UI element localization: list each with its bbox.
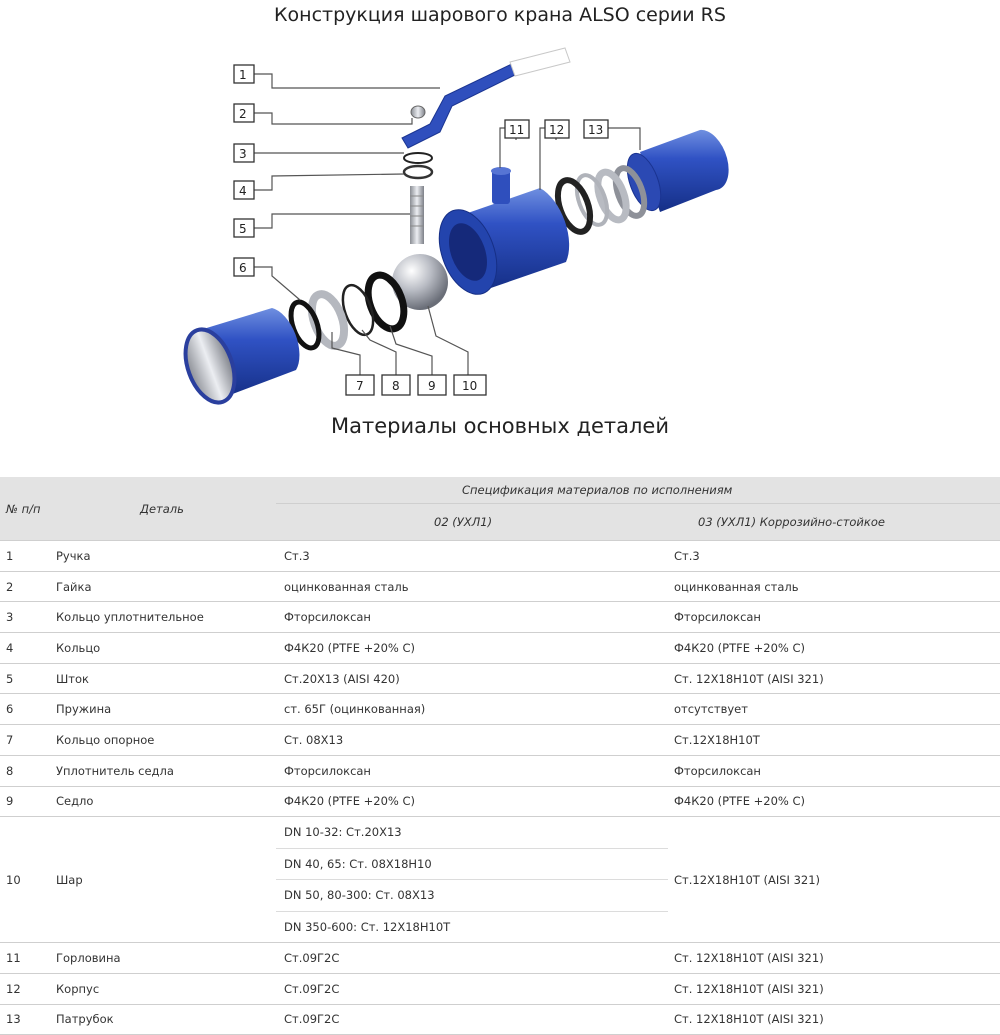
row-part: Шар	[50, 817, 276, 943]
callout-4	[234, 181, 254, 199]
row-num: 13	[0, 1004, 50, 1035]
right-pipe	[621, 130, 729, 215]
callout-8	[382, 375, 410, 395]
row-part: Кольцо уплотнительное	[50, 602, 276, 633]
row-v2: Ст.12Х18Н10Т	[668, 725, 1000, 756]
row-part: Пружина	[50, 694, 276, 725]
row-v2: Фторсилоксан	[668, 755, 1000, 786]
table-row	[0, 943, 1000, 974]
svg-text:13: 13	[588, 123, 604, 137]
row-part: Ручка	[50, 541, 276, 572]
row-v1: Ст.20Х13 (AISI 420)	[276, 663, 668, 694]
callout-10	[454, 375, 486, 395]
row-part: Патрубок	[50, 1004, 276, 1035]
callout-1	[234, 65, 254, 83]
ball-spec-line: DN 350-600: Ст. 12Х18Н10Т	[276, 911, 668, 943]
table-row	[0, 786, 1000, 817]
row-v1: Ф4К20 (PTFE +20% C)	[276, 786, 668, 817]
materials-table	[0, 477, 1000, 1035]
table-row	[0, 633, 1000, 664]
callout-12	[545, 120, 569, 138]
table-row	[0, 571, 1000, 602]
row-v1: ст. 65Г (оцинкованная)	[276, 694, 668, 725]
row-v2: Ф4К20 (PTFE +20% C)	[668, 633, 1000, 664]
row-num: 10	[0, 817, 50, 943]
row-v1: Фторсилоксан	[276, 602, 668, 633]
row-num: 12	[0, 973, 50, 1004]
row-part: Гайка	[50, 571, 276, 602]
row-part: Шток	[50, 663, 276, 694]
row-v1: Ст. 08Х13	[276, 725, 668, 756]
table-row	[0, 602, 1000, 633]
row-v1: Ст.09Г2С	[276, 1004, 668, 1035]
materials-title: Материалы основных деталей	[331, 414, 669, 438]
row-v2: Ст. 12Х18Н10Т (AISI 321)	[668, 1004, 1000, 1035]
row-num: 1	[0, 541, 50, 572]
row-num: 3	[0, 602, 50, 633]
svg-text:4: 4	[239, 184, 247, 198]
row-v2: Фторсилоксан	[668, 602, 1000, 633]
header-variant-03: 03 (УХЛ1) Коррозийно-стойкое	[668, 504, 1000, 541]
row-part: Кольцо опорное	[50, 725, 276, 756]
table-row	[0, 725, 1000, 756]
row-v1: Ф4К20 (PTFE +20% C)	[276, 633, 668, 664]
table-header-row	[0, 477, 1000, 504]
row-v1: Ст.09Г2С	[276, 973, 668, 1004]
row-part: Уплотнитель седла	[50, 755, 276, 786]
callout-11	[505, 120, 529, 138]
right-seal-rings	[552, 164, 650, 236]
valve-body	[429, 167, 570, 302]
callout-3	[234, 144, 254, 162]
row-v1: Ст.3	[276, 541, 668, 572]
row-v2: отсутствует	[668, 694, 1000, 725]
row-part: Корпус	[50, 973, 276, 1004]
table-row	[0, 694, 1000, 725]
header-part: Деталь	[50, 477, 276, 541]
left-pipe	[176, 308, 299, 409]
svg-text:8: 8	[392, 379, 400, 393]
header-spec: Спецификация материалов по исполнениям	[276, 477, 1000, 504]
row-num: 9	[0, 786, 50, 817]
svg-text:1: 1	[239, 68, 247, 82]
seal-ring-3	[404, 153, 432, 163]
svg-text:7: 7	[356, 379, 364, 393]
svg-text:10: 10	[462, 379, 478, 393]
table-row-ball	[0, 817, 1000, 849]
svg-text:12: 12	[549, 123, 565, 137]
left-seal-rings	[286, 270, 411, 351]
svg-text:5: 5	[239, 222, 247, 236]
row-v2: Ст.12Х18Н10Т (AISI 321)	[668, 817, 1000, 943]
row-num: 4	[0, 633, 50, 664]
table-row	[0, 541, 1000, 572]
table-row	[0, 755, 1000, 786]
callout-6	[234, 258, 254, 276]
callout-9	[418, 375, 446, 395]
row-v2: Ст. 12Х18Н10Т (AISI 321)	[668, 973, 1000, 1004]
row-v2: оцинкованная сталь	[668, 571, 1000, 602]
exploded-valve-diagram	[0, 0, 1000, 410]
row-v2: Ст.3	[668, 541, 1000, 572]
svg-text:6: 6	[239, 261, 247, 275]
stem	[410, 186, 424, 244]
svg-text:11: 11	[509, 123, 525, 137]
table-row	[0, 663, 1000, 694]
svg-text:9: 9	[428, 379, 436, 393]
header-num: № п/п	[0, 477, 50, 541]
row-part: Седло	[50, 786, 276, 817]
nut	[411, 106, 425, 118]
row-num: 8	[0, 755, 50, 786]
row-v1: Ст.09Г2С	[276, 943, 668, 974]
ring-4	[404, 166, 432, 178]
row-v1: Фторсилоксан	[276, 755, 668, 786]
callout-7	[346, 375, 374, 395]
svg-text:3: 3	[239, 147, 247, 161]
table-row	[0, 1004, 1000, 1035]
row-v1: оцинкованная сталь	[276, 571, 668, 602]
row-num: 11	[0, 943, 50, 974]
header-variant-02: 02 (УХЛ1)	[276, 504, 668, 541]
row-num: 6	[0, 694, 50, 725]
ball-spec-line: DN 10-32: Ст.20Х13	[276, 817, 668, 849]
row-part: Горловина	[50, 943, 276, 974]
table-row	[0, 973, 1000, 1004]
diagram-title: Конструкция шарового крана ALSO серии RS	[274, 4, 726, 26]
row-num: 2	[0, 571, 50, 602]
row-part: Кольцо	[50, 633, 276, 664]
callout-2	[234, 104, 254, 122]
callout-5	[234, 219, 254, 237]
ball-spec-line: DN 40, 65: Ст. 08Х18Н10	[276, 848, 668, 880]
row-v2: Ф4К20 (PTFE +20% C)	[668, 786, 1000, 817]
row-v2: Ст. 12Х18Н10Т (AISI 321)	[668, 663, 1000, 694]
row-num: 7	[0, 725, 50, 756]
ball-spec-line: DN 50, 80-300: Ст. 08Х13	[276, 880, 668, 912]
svg-text:2: 2	[239, 107, 247, 121]
row-num: 5	[0, 663, 50, 694]
row-v2: Ст. 12Х18Н10Т (AISI 321)	[668, 943, 1000, 974]
callout-13	[584, 120, 608, 138]
